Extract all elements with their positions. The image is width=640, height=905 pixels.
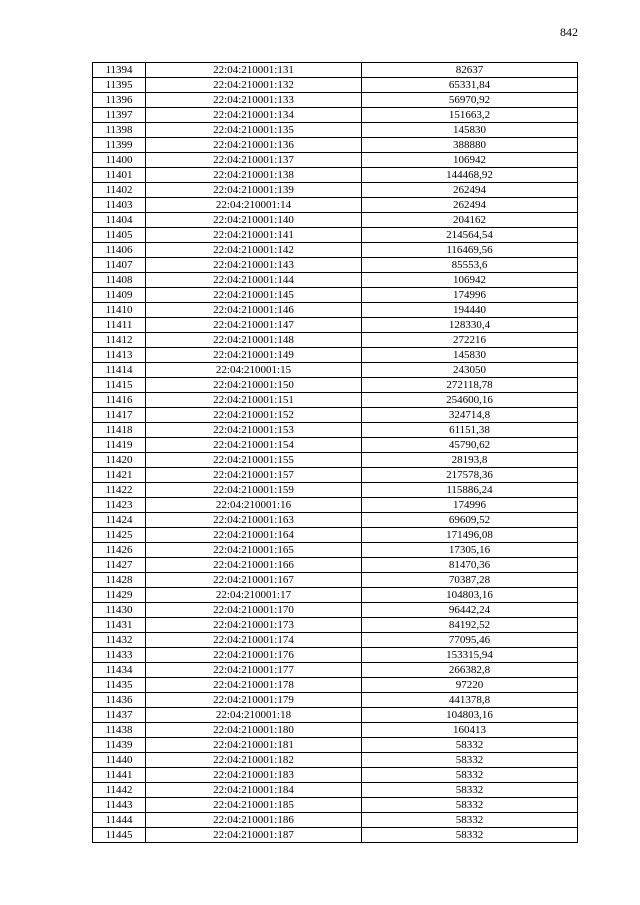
cadastral-value-cell: 28193,8 [362,453,578,468]
row-number-cell: 11441 [93,768,146,783]
row-number-cell: 11440 [93,753,146,768]
cadastral-number-cell: 22:04:210001:165 [146,543,362,558]
table-row [93,663,578,678]
cadastral-value-cell: 214564,54 [362,228,578,243]
cadastral-number-cell: 22:04:210001:137 [146,153,362,168]
cadastral-value-cell: 194440 [362,303,578,318]
table-row [93,153,578,168]
cadastral-number-cell: 22:04:210001:152 [146,408,362,423]
row-number-cell: 11399 [93,138,146,153]
cadastral-number-cell: 22:04:210001:141 [146,228,362,243]
cadastral-number-cell: 22:04:210001:15 [146,363,362,378]
row-number-cell: 11396 [93,93,146,108]
cadastral-number-cell: 22:04:210001:18 [146,708,362,723]
cadastral-number-cell: 22:04:210001:147 [146,318,362,333]
table-body [93,63,578,843]
cadastral-number-cell: 22:04:210001:155 [146,453,362,468]
row-number-cell: 11420 [93,453,146,468]
cadastral-value-cell: 104803,16 [362,588,578,603]
table-row [93,183,578,198]
cadastral-number-cell: 22:04:210001:184 [146,783,362,798]
cadastral-value-cell: 153315,94 [362,648,578,663]
table-row [93,363,578,378]
table-row [93,453,578,468]
table-row [93,258,578,273]
cadastral-value-cell: 151663,2 [362,108,578,123]
row-number-cell: 11403 [93,198,146,213]
row-number-cell: 11444 [93,813,146,828]
cadastral-value-cell: 56970,92 [362,93,578,108]
cadastral-number-cell: 22:04:210001:146 [146,303,362,318]
table-row [93,108,578,123]
table-row [93,273,578,288]
table-row [93,753,578,768]
table-row [93,78,578,93]
cadastral-number-cell: 22:04:210001:166 [146,558,362,573]
table-row [93,693,578,708]
cadastral-value-cell: 61151,38 [362,423,578,438]
row-number-cell: 11415 [93,378,146,393]
cadastral-number-cell: 22:04:210001:176 [146,648,362,663]
table-row [93,543,578,558]
cadastral-number-cell: 22:04:210001:179 [146,693,362,708]
row-number-cell: 11402 [93,183,146,198]
row-number-cell: 11435 [93,678,146,693]
row-number-cell: 11439 [93,738,146,753]
row-number-cell: 11404 [93,213,146,228]
cadastral-value-cell: 97220 [362,678,578,693]
cadastral-number-cell: 22:04:210001:185 [146,798,362,813]
cadastral-number-cell: 22:04:210001:144 [146,273,362,288]
row-number-cell: 11411 [93,318,146,333]
cadastral-value-cell: 58332 [362,828,578,843]
cadastral-number-cell: 22:04:210001:178 [146,678,362,693]
cadastral-number-cell: 22:04:210001:135 [146,123,362,138]
cadastral-value-cell: 324714,8 [362,408,578,423]
table-row [93,93,578,108]
cadastral-number-cell: 22:04:210001:145 [146,288,362,303]
row-number-cell: 11432 [93,633,146,648]
cadastral-value-cell: 84192,52 [362,618,578,633]
table-row [93,678,578,693]
cadastral-value-cell: 106942 [362,273,578,288]
table-row [93,468,578,483]
cadastral-value-cell: 174996 [362,288,578,303]
cadastral-number-cell: 22:04:210001:173 [146,618,362,633]
table-row [93,228,578,243]
cadastral-number-cell: 22:04:210001:182 [146,753,362,768]
cadastral-value-cell: 58332 [362,753,578,768]
cadastral-number-cell: 22:04:210001:132 [146,78,362,93]
cadastral-number-cell: 22:04:210001:167 [146,573,362,588]
cadastral-number-cell: 22:04:210001:143 [146,258,362,273]
cadastral-value-cell: 85553,6 [362,258,578,273]
table-row [93,168,578,183]
table-row [93,723,578,738]
row-number-cell: 11413 [93,348,146,363]
row-number-cell: 11436 [93,693,146,708]
table-row [93,633,578,648]
row-number-cell: 11445 [93,828,146,843]
cadastral-number-cell: 22:04:210001:136 [146,138,362,153]
cadastral-value-cell: 243050 [362,363,578,378]
row-number-cell: 11437 [93,708,146,723]
row-number-cell: 11422 [93,483,146,498]
cadastral-value-cell: 262494 [362,183,578,198]
cadastral-value-cell: 58332 [362,813,578,828]
row-number-cell: 11416 [93,393,146,408]
cadastral-value-cell: 81470,36 [362,558,578,573]
row-number-cell: 11428 [93,573,146,588]
table-row [93,123,578,138]
cadastral-value-cell: 272216 [362,333,578,348]
table-row [93,618,578,633]
table-row [93,138,578,153]
table-row [93,783,578,798]
row-number-cell: 11442 [93,783,146,798]
row-number-cell: 11425 [93,528,146,543]
table-row [93,393,578,408]
cadastral-number-cell: 22:04:210001:150 [146,378,362,393]
cadastral-value-cell: 171496,08 [362,528,578,543]
cadastral-value-cell: 115886,24 [362,483,578,498]
row-number-cell: 11427 [93,558,146,573]
row-number-cell: 11417 [93,408,146,423]
cadastral-value-cell: 262494 [362,198,578,213]
cadastral-number-cell: 22:04:210001:14 [146,198,362,213]
cadastral-number-cell: 22:04:210001:181 [146,738,362,753]
cadastral-number-cell: 22:04:210001:16 [146,498,362,513]
cadastral-value-cell: 254600,16 [362,393,578,408]
cadastral-number-cell: 22:04:210001:154 [146,438,362,453]
table-row [93,798,578,813]
row-number-cell: 11424 [93,513,146,528]
table-row [93,333,578,348]
row-number-cell: 11397 [93,108,146,123]
cadastral-number-cell: 22:04:210001:17 [146,588,362,603]
cadastral-number-cell: 22:04:210001:183 [146,768,362,783]
row-number-cell: 11431 [93,618,146,633]
table-row [93,483,578,498]
table-row [93,498,578,513]
table-row [93,318,578,333]
cadastral-value-cell: 77095,46 [362,633,578,648]
row-number-cell: 11419 [93,438,146,453]
cadastral-number-cell: 22:04:210001:170 [146,603,362,618]
cadastral-value-cell: 272118,78 [362,378,578,393]
table-row [93,648,578,663]
cadastral-value-cell: 104803,16 [362,708,578,723]
row-number-cell: 11426 [93,543,146,558]
row-number-cell: 11434 [93,663,146,678]
row-number-cell: 11418 [93,423,146,438]
cadastral-value-cell: 58332 [362,768,578,783]
cadastral-value-cell: 145830 [362,348,578,363]
table-row [93,243,578,258]
cadastral-value-table [92,62,578,843]
cadastral-value-cell: 441378,8 [362,693,578,708]
cadastral-value-cell: 174996 [362,498,578,513]
cadastral-value-cell: 82637 [362,63,578,78]
cadastral-value-cell: 160413 [362,723,578,738]
cadastral-number-cell: 22:04:210001:164 [146,528,362,543]
row-number-cell: 11433 [93,648,146,663]
row-number-cell: 11429 [93,588,146,603]
row-number-cell: 11400 [93,153,146,168]
cadastral-value-cell: 17305,16 [362,543,578,558]
row-number-cell: 11405 [93,228,146,243]
table-row [93,438,578,453]
cadastral-value-cell: 106942 [362,153,578,168]
table-row [93,513,578,528]
table-row [93,768,578,783]
cadastral-number-cell: 22:04:210001:187 [146,828,362,843]
row-number-cell: 11443 [93,798,146,813]
table-row [93,588,578,603]
table-row [93,558,578,573]
table-row [93,813,578,828]
row-number-cell: 11430 [93,603,146,618]
table-row [93,708,578,723]
table-row [93,828,578,843]
row-number-cell: 11398 [93,123,146,138]
cadastral-value-cell: 116469,56 [362,243,578,258]
cadastral-number-cell: 22:04:210001:153 [146,423,362,438]
page-number: 842 [560,25,578,39]
cadastral-value-cell: 70387,28 [362,573,578,588]
table-row [93,198,578,213]
cadastral-value-cell: 145830 [362,123,578,138]
cadastral-value-cell: 65331,84 [362,78,578,93]
row-number-cell: 11421 [93,468,146,483]
cadastral-number-cell: 22:04:210001:139 [146,183,362,198]
cadastral-number-cell: 22:04:210001:142 [146,243,362,258]
table-row [93,738,578,753]
table-row [93,348,578,363]
cadastral-number-cell: 22:04:210001:174 [146,633,362,648]
cadastral-number-cell: 22:04:210001:159 [146,483,362,498]
row-number-cell: 11410 [93,303,146,318]
row-number-cell: 11394 [93,63,146,78]
cadastral-number-cell: 22:04:210001:149 [146,348,362,363]
cadastral-number-cell: 22:04:210001:131 [146,63,362,78]
cadastral-value-cell: 204162 [362,213,578,228]
row-number-cell: 11401 [93,168,146,183]
table-row [93,288,578,303]
cadastral-number-cell: 22:04:210001:186 [146,813,362,828]
row-number-cell: 11395 [93,78,146,93]
cadastral-value-cell: 144468,92 [362,168,578,183]
cadastral-value-cell: 217578,36 [362,468,578,483]
table-row [93,603,578,618]
cadastral-value-cell: 96442,24 [362,603,578,618]
row-number-cell: 11407 [93,258,146,273]
cadastral-number-cell: 22:04:210001:163 [146,513,362,528]
cadastral-value-cell: 45790,62 [362,438,578,453]
cadastral-number-cell: 22:04:210001:180 [146,723,362,738]
table-row [93,573,578,588]
cadastral-value-cell: 58332 [362,738,578,753]
cadastral-number-cell: 22:04:210001:133 [146,93,362,108]
cadastral-number-cell: 22:04:210001:134 [146,108,362,123]
row-number-cell: 11406 [93,243,146,258]
table-row [93,423,578,438]
row-number-cell: 11408 [93,273,146,288]
table-row [93,213,578,228]
cadastral-number-cell: 22:04:210001:151 [146,393,362,408]
table-row [93,378,578,393]
cadastral-number-cell: 22:04:210001:148 [146,333,362,348]
row-number-cell: 11412 [93,333,146,348]
table-row [93,303,578,318]
cadastral-value-cell: 69609,52 [362,513,578,528]
cadastral-number-cell: 22:04:210001:157 [146,468,362,483]
cadastral-number-cell: 22:04:210001:140 [146,213,362,228]
table-row [93,528,578,543]
table-row [93,408,578,423]
row-number-cell: 11438 [93,723,146,738]
cadastral-value-cell: 266382,8 [362,663,578,678]
row-number-cell: 11414 [93,363,146,378]
cadastral-value-cell: 388880 [362,138,578,153]
row-number-cell: 11409 [93,288,146,303]
cadastral-number-cell: 22:04:210001:177 [146,663,362,678]
row-number-cell: 11423 [93,498,146,513]
cadastral-value-cell: 58332 [362,783,578,798]
table-row [93,63,578,78]
cadastral-value-cell: 58332 [362,798,578,813]
cadastral-number-cell: 22:04:210001:138 [146,168,362,183]
cadastral-value-cell: 128330,4 [362,318,578,333]
